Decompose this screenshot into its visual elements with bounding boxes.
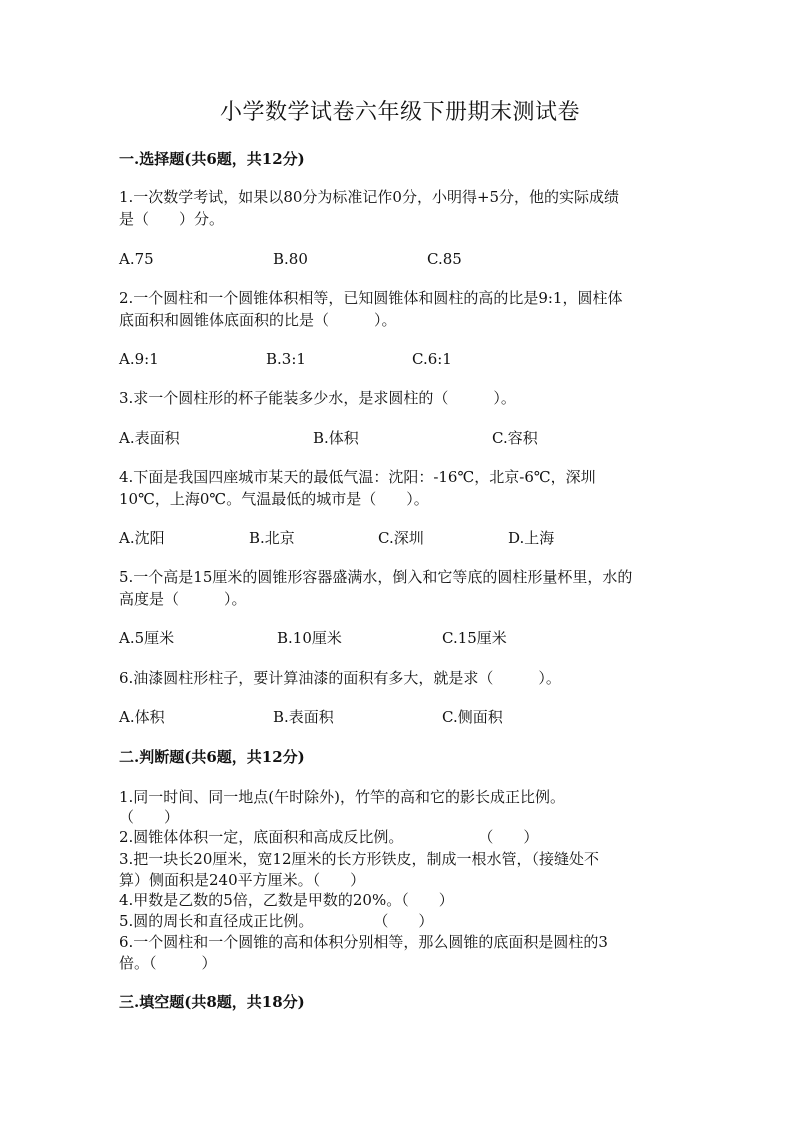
question-5-line-1: 5.一个高是15厘米的圆锥形容器盛满水，倒入和它等底的圆柱形量杯里，水的 <box>119 568 633 586</box>
judge-line-6: 4.甲数是乙数的5倍，乙数是甲数的20%。（ ） <box>119 891 454 909</box>
question-6-option-a: A.体积 <box>119 708 165 726</box>
judge-line-5: 算）侧面积是240平方厘米。（ ） <box>119 871 366 889</box>
question-5-line-2: 高度是（ ）。 <box>119 590 247 608</box>
question-4-line-1: 4.下面是我国四座城市某天的最低气温：沈阳：-16℃，北京-6℃，深圳 <box>119 468 596 486</box>
question-4-option-d: D.上海 <box>508 529 555 547</box>
question-5-option-a: A.5厘米 <box>119 629 175 647</box>
question-2-option-c: C.6:1 <box>412 350 452 368</box>
question-3-option-b: B.体积 <box>313 429 359 447</box>
judge-line-4: 3.把一块长20厘米，宽12厘米的长方形铁皮，制成一根水管，（接缝处不 <box>119 850 599 868</box>
page-title: 小学数学试卷六年级下册期末测试卷 <box>219 100 580 125</box>
question-6-option-b: B.表面积 <box>273 708 334 726</box>
question-1-option-c: C.85 <box>427 250 462 268</box>
judge-line-9: 倍。（ ） <box>119 954 217 972</box>
question-4-option-b: B.北京 <box>249 529 295 547</box>
question-1-line-2: 是（ ）分。 <box>119 210 225 228</box>
question-3-option-c: C.容积 <box>492 429 538 447</box>
question-2-line-2: 底面积和圆锥体底面积的比是（ ）。 <box>119 311 397 329</box>
question-1-option-b: B.80 <box>273 250 308 268</box>
question-2-option-a: A.9:1 <box>119 350 159 368</box>
question-1-option-a: A.75 <box>119 250 154 268</box>
question-4-option-a: A.沈阳 <box>119 529 165 547</box>
section-heading-judge: 二.判断题(共6题，共12分) <box>119 748 305 766</box>
judge-line-1: 1.同一时间、同一地点(午时除外)，竹竿的高和它的影长成正比例。 <box>119 788 566 806</box>
question-6-line-1: 6.油漆圆柱形柱子，要计算油漆的面积有多大，就是求（ ）。 <box>119 669 561 687</box>
question-2-option-b: B.3:1 <box>266 350 306 368</box>
judge-line-3: 2.圆锥体体积一定，底面积和高成反比例。 （ ） <box>119 828 539 846</box>
question-5-option-c: C.15厘米 <box>442 629 507 647</box>
judge-line-2: （ ） <box>119 808 180 826</box>
question-2-line-1: 2.一个圆柱和一个圆锥体积相等，已知圆锥体和圆柱的高的比是9:1，圆柱体 <box>119 289 623 307</box>
judge-line-8: 6.一个圆柱和一个圆锥的高和体积分别相等，那么圆锥的底面积是圆柱的3 <box>119 933 608 951</box>
question-6-option-c: C.侧面积 <box>442 708 503 726</box>
question-3-option-a: A.表面积 <box>119 429 180 447</box>
question-4-option-c: C.深圳 <box>378 529 424 547</box>
question-5-option-b: B.10厘米 <box>277 629 342 647</box>
judge-line-7: 5.圆的周长和直径成正比例。 （ ） <box>119 912 434 930</box>
question-3-line-1: 3.求一个圆柱形的杯子能装多少水，是求圆柱的（ ）。 <box>119 389 516 407</box>
section-heading-fill: 三.填空题(共8题，共18分) <box>119 993 305 1011</box>
section-heading-choice: 一.选择题(共6题，共12分) <box>119 150 305 168</box>
question-1-line-1: 1.一次数学考试，如果以80分为标准记作0分，小明得+5分，他的实际成绩 <box>119 188 620 206</box>
question-4-line-2: 10℃，上海0℃。气温最低的城市是（ ）。 <box>119 490 429 508</box>
